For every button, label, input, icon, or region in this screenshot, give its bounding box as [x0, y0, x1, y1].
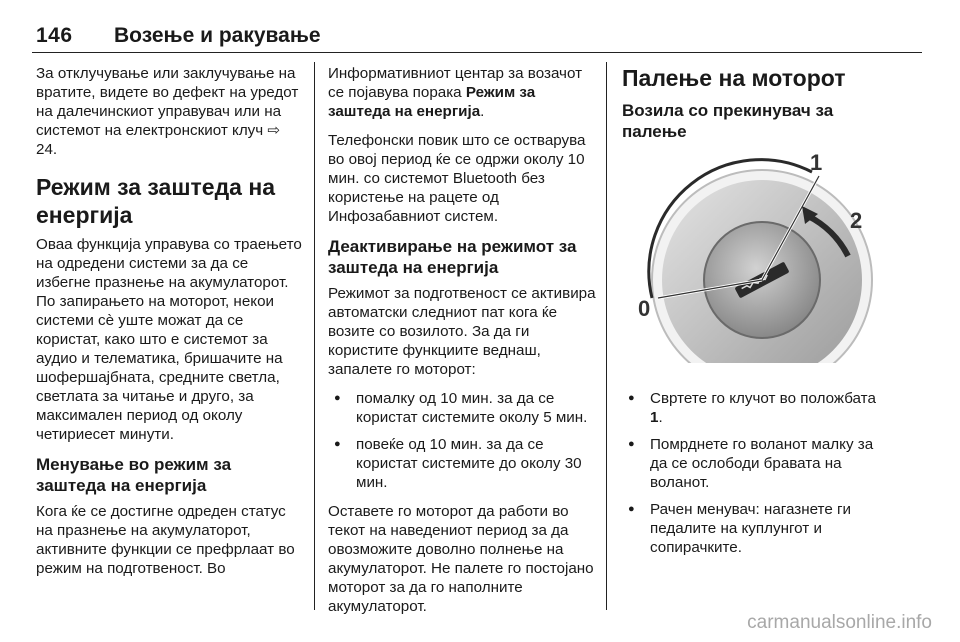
- info-center-message: Режим за заштеда на енергија: [328, 84, 536, 120]
- column-divider-1: [314, 62, 315, 610]
- paragraph-deactivation: Режимот за подготвеност се активира автоматски следниот пат кога ќе возите со возилото. За да ги користите функциите веднаш, запалете го моторот:: [328, 285, 596, 378]
- step-1-position: 1: [650, 409, 659, 426]
- arrow-reference-icon: ⇨: [267, 122, 281, 139]
- engine-run-list: [328, 389, 596, 492]
- heading-deactivation: Деактивирање на режимот за заштеда на енергија: [328, 237, 577, 277]
- column-3: [622, 64, 892, 567]
- paragraph-switch-energy-saving: Кога ќе се достигне одреден статус на празнење на акумулаторот, активните функции се префрлаат во режим на подготвеност. Во: [36, 503, 295, 577]
- header-rule: [32, 52, 922, 53]
- watermark: carmanualsonline.info: [747, 612, 932, 633]
- heading-switch-energy-saving: Менување во режим за заштеда на енергија: [36, 455, 232, 495]
- section-title: Возење и ракување: [114, 24, 321, 47]
- paragraph-charging: Оставете го моторот да работи во текот на наведениот период за да овозможите доволно полнење на акумулаторот. Не палете го постојано моторот за да го наполните акумулаторот.: [328, 503, 594, 615]
- page-number: 146: [36, 24, 73, 47]
- list-item: [622, 389, 892, 427]
- info-center-end: .: [480, 103, 485, 120]
- info-center-text: Информативниот центар за возачот се појавува порака: [328, 65, 583, 101]
- list-item: ● Рачен менувач: нагазнете ги педалите на куплунгот и сопирачките.: [622, 500, 892, 557]
- paragraph-phone-call: Телефонски повик што се остварува во овој период ќе се одржи околу 10 мин. со системот Bluetooth без користење на рацете од Инфозабавниот систем.: [328, 132, 586, 225]
- list-item: ● повеќе од 10 мин. за да се користат системите до околу 30 мин.: [328, 435, 596, 492]
- page-header: [32, 24, 928, 52]
- intro-page-ref[interactable]: 24.: [36, 141, 58, 158]
- heading-ignition-switch: Возила со прекинувач за палење: [622, 101, 834, 141]
- column-divider-2: [606, 62, 607, 610]
- paragraph-info-center: [328, 64, 596, 121]
- label-1: 1: [810, 150, 823, 175]
- column-2: [328, 64, 596, 626]
- label-0: 0: [638, 296, 651, 321]
- list-item: ● помалку од 10 мин. за да се користат системите околу 5 мин.: [328, 389, 596, 427]
- intro-text: За отклучување или заклучување на вратите, видете во дефект на уредот на далечинскиот управувач или на системот на електронскиот клуч: [36, 65, 299, 139]
- column-1: [36, 64, 302, 588]
- step-1-end: .: [658, 409, 663, 426]
- intro-paragraph: [36, 64, 302, 159]
- ignition-steps-list: [622, 389, 892, 557]
- ignition-switch-icon: [622, 148, 892, 363]
- heading-engine-start: Палење на моторот: [622, 65, 846, 91]
- step-1-text: Свртете го клучот во положбата: [650, 390, 876, 407]
- paragraph-energy-saving: Оваа функција управува со траењето на одредени системи за да се избегне празнење на акумулаторот. По запирањето на моторот, некои системи сè уште можат да се користат, како што е системот за аудио и телематика, бришачите на шофершајбната, средните светла, светлата за читање и друго, за максимален период од околу четириесет минути.: [36, 236, 302, 443]
- list-item: ● Помрднете го воланот малку за да се ослободи бравата на воланот.: [622, 435, 892, 492]
- label-2: 2: [850, 208, 863, 233]
- heading-energy-saving: Режим за заштеда на енергија: [36, 174, 276, 228]
